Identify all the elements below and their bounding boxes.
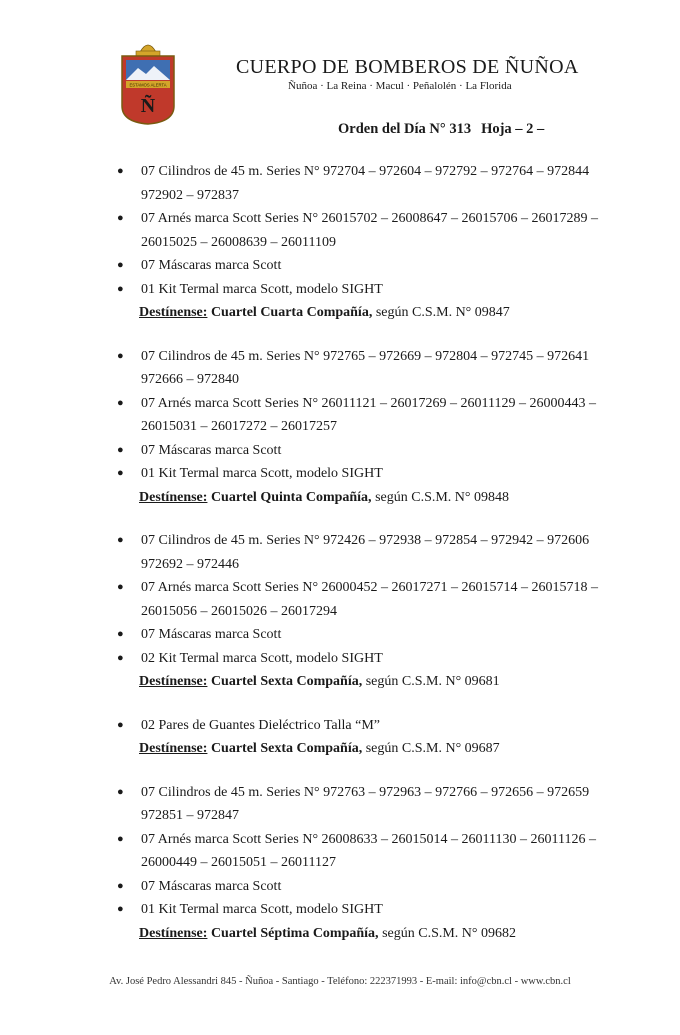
equipment-item-text: 01 Kit Termal marca Scott, modelo SIGHT <box>141 281 383 297</box>
bullet-icon: ● <box>117 785 124 798</box>
equipment-item <box>0 207 680 254</box>
document-body <box>0 160 680 965</box>
equipment-item <box>0 529 680 576</box>
assignment-block <box>0 160 680 325</box>
bullet-icon: ● <box>117 165 124 177</box>
assignment-block <box>0 781 680 946</box>
order-reference <box>338 121 554 138</box>
equipment-item <box>0 576 680 623</box>
destination-line <box>0 486 680 510</box>
equipment-item <box>0 462 680 486</box>
bullet-icon: ● <box>117 443 124 456</box>
equipment-item <box>0 623 680 647</box>
bullet-icon: ● <box>117 832 124 845</box>
bullet-icon: ● <box>117 259 124 271</box>
equipment-item-text: 07 Máscaras marca Scott <box>141 258 282 273</box>
equipment-item-text: 07 Máscaras marca Scott <box>141 627 282 642</box>
bullet-icon: ● <box>117 467 124 479</box>
destination-line <box>0 737 680 761</box>
destination-csm: según C.S.M. N° 09687 <box>365 741 500 756</box>
equipment-item <box>0 647 680 671</box>
equipment-item-text: 07 Arnés marca Scott Series N° 26008633 – 26015014 – 26011130 – 26011126 – 26000449 – 26015051 – 26011127 <box>141 831 596 870</box>
equipment-item-text: 07 Arnés marca Scott Series N° 26000452 – 26017271 – 26015714 – 26015718 – 26015056 – 26015026 – 26017294 <box>141 580 599 619</box>
bullet-icon: ● <box>117 628 124 640</box>
destination-label: Destínense: <box>139 305 208 320</box>
destination-csm: según C.S.M. N° 09682 <box>382 925 517 941</box>
bullet-icon: ● <box>117 212 124 224</box>
bullet-icon: ● <box>117 651 124 664</box>
organization-title: CUERPO DE BOMBEROS DE ÑUÑOA <box>236 56 579 78</box>
bullet-icon: ● <box>117 534 124 546</box>
equipment-item <box>0 392 680 439</box>
equipment-item <box>0 160 680 207</box>
equipment-item-text: 02 Kit Termal marca Scott, modelo SIGHT <box>141 650 383 666</box>
equipment-list <box>0 345 680 486</box>
destination-csm: según C.S.M. N° 09681 <box>365 674 500 689</box>
equipment-item-text: 07 Cilindros de 45 m. Series N° 972763 – 972963 – 972766 – 972656 – 972659 972851 – 972847 <box>141 784 590 823</box>
assignment-block <box>0 714 680 761</box>
crest-letter: Ñ <box>140 95 156 117</box>
bullet-icon: ● <box>117 581 124 593</box>
equipment-item-text: 07 Máscaras marca Scott <box>141 878 282 894</box>
destination-label: Destínense: <box>139 489 208 505</box>
equipment-item-text: 07 Cilindros de 45 m. Series N° 972426 – 972938 – 972854 – 972942 – 972606 972692 – 972446 <box>141 533 590 572</box>
crest-banner-text: ESTAMOS ALERTA <box>129 82 167 88</box>
equipment-item-text: 07 Cilindros de 45 m. Series N° 972765 – 972669 – 972804 – 972745 – 972641 972666 – 972840 <box>141 348 590 387</box>
fire-department-crest-logo <box>118 38 178 126</box>
bullet-icon: ● <box>117 349 124 362</box>
equipment-item <box>0 714 680 738</box>
equipment-item <box>0 828 680 875</box>
bullet-icon: ● <box>117 718 124 731</box>
equipment-item <box>0 875 680 899</box>
letterhead <box>0 0 680 160</box>
equipment-item <box>0 254 680 278</box>
equipment-item-text: 02 Pares de Guantes Dieléctrico Talla “M” <box>141 717 381 733</box>
destination-label: Destínense: <box>139 674 208 689</box>
footer-contact: Av. José Pedro Alessandri 845 - Ñuñoa - Santiago - Teléfono: 222371993 - E-mail: info@cbn.cl - www.cbn.cl <box>109 976 571 987</box>
equipment-list <box>0 160 680 301</box>
order-number: Orden del Día N° 313 <box>338 121 472 137</box>
organization-communes: Ñuñoa · La Reina · Macul · Peñalolén · La Florida <box>288 80 512 92</box>
destination-csm: según C.S.M. N° 09847 <box>375 305 510 320</box>
equipment-item-text: 07 Máscaras marca Scott <box>141 442 282 458</box>
bullet-icon: ● <box>117 903 124 915</box>
equipment-list <box>0 781 680 922</box>
destination-target: Cuartel Quinta Compañía, <box>210 489 372 505</box>
equipment-list <box>0 714 680 738</box>
bullet-icon: ● <box>117 879 124 892</box>
destination-target: Cuartel Cuarta Compañía, <box>210 305 373 320</box>
assignment-block <box>0 529 680 694</box>
page-number: Hoja – 2 – <box>481 121 545 137</box>
equipment-item <box>0 898 680 922</box>
equipment-item <box>0 278 680 302</box>
destination-target: Cuartel Sexta Compañía, <box>210 741 363 756</box>
equipment-item-text: 01 Kit Termal marca Scott, modelo SIGHT <box>141 466 383 481</box>
destination-line <box>0 922 680 946</box>
equipment-item <box>0 345 680 392</box>
equipment-item-text: 07 Arnés marca Scott Series N° 26011121 – 26017269 – 26011129 – 26000443 – 26015031 – 26017272 – 26017257 <box>141 395 596 434</box>
destination-line <box>0 301 680 325</box>
destination-csm: según C.S.M. N° 09848 <box>375 489 510 505</box>
equipment-list <box>0 529 680 670</box>
equipment-item <box>0 439 680 463</box>
equipment-item-text: 01 Kit Termal marca Scott, modelo SIGHT <box>141 902 383 917</box>
destination-line <box>0 670 680 694</box>
destination-label: Destínense: <box>139 925 208 941</box>
bullet-icon: ● <box>117 282 124 295</box>
destination-target: Cuartel Séptima Compañía, <box>210 925 379 941</box>
bullet-icon: ● <box>117 396 124 409</box>
equipment-item-text: 07 Cilindros de 45 m. Series N° 972704 – 972604 – 972792 – 972764 – 972844 972902 – 972837 <box>141 164 590 203</box>
destination-target: Cuartel Sexta Compañía, <box>210 674 363 689</box>
destination-label: Destínense: <box>139 741 208 756</box>
equipment-item <box>0 781 680 828</box>
assignment-block <box>0 345 680 510</box>
equipment-item-text: 07 Arnés marca Scott Series N° 26015702 – 26008647 – 26015706 – 26017289 – 26015025 – 26008639 – 26011109 <box>141 211 599 250</box>
